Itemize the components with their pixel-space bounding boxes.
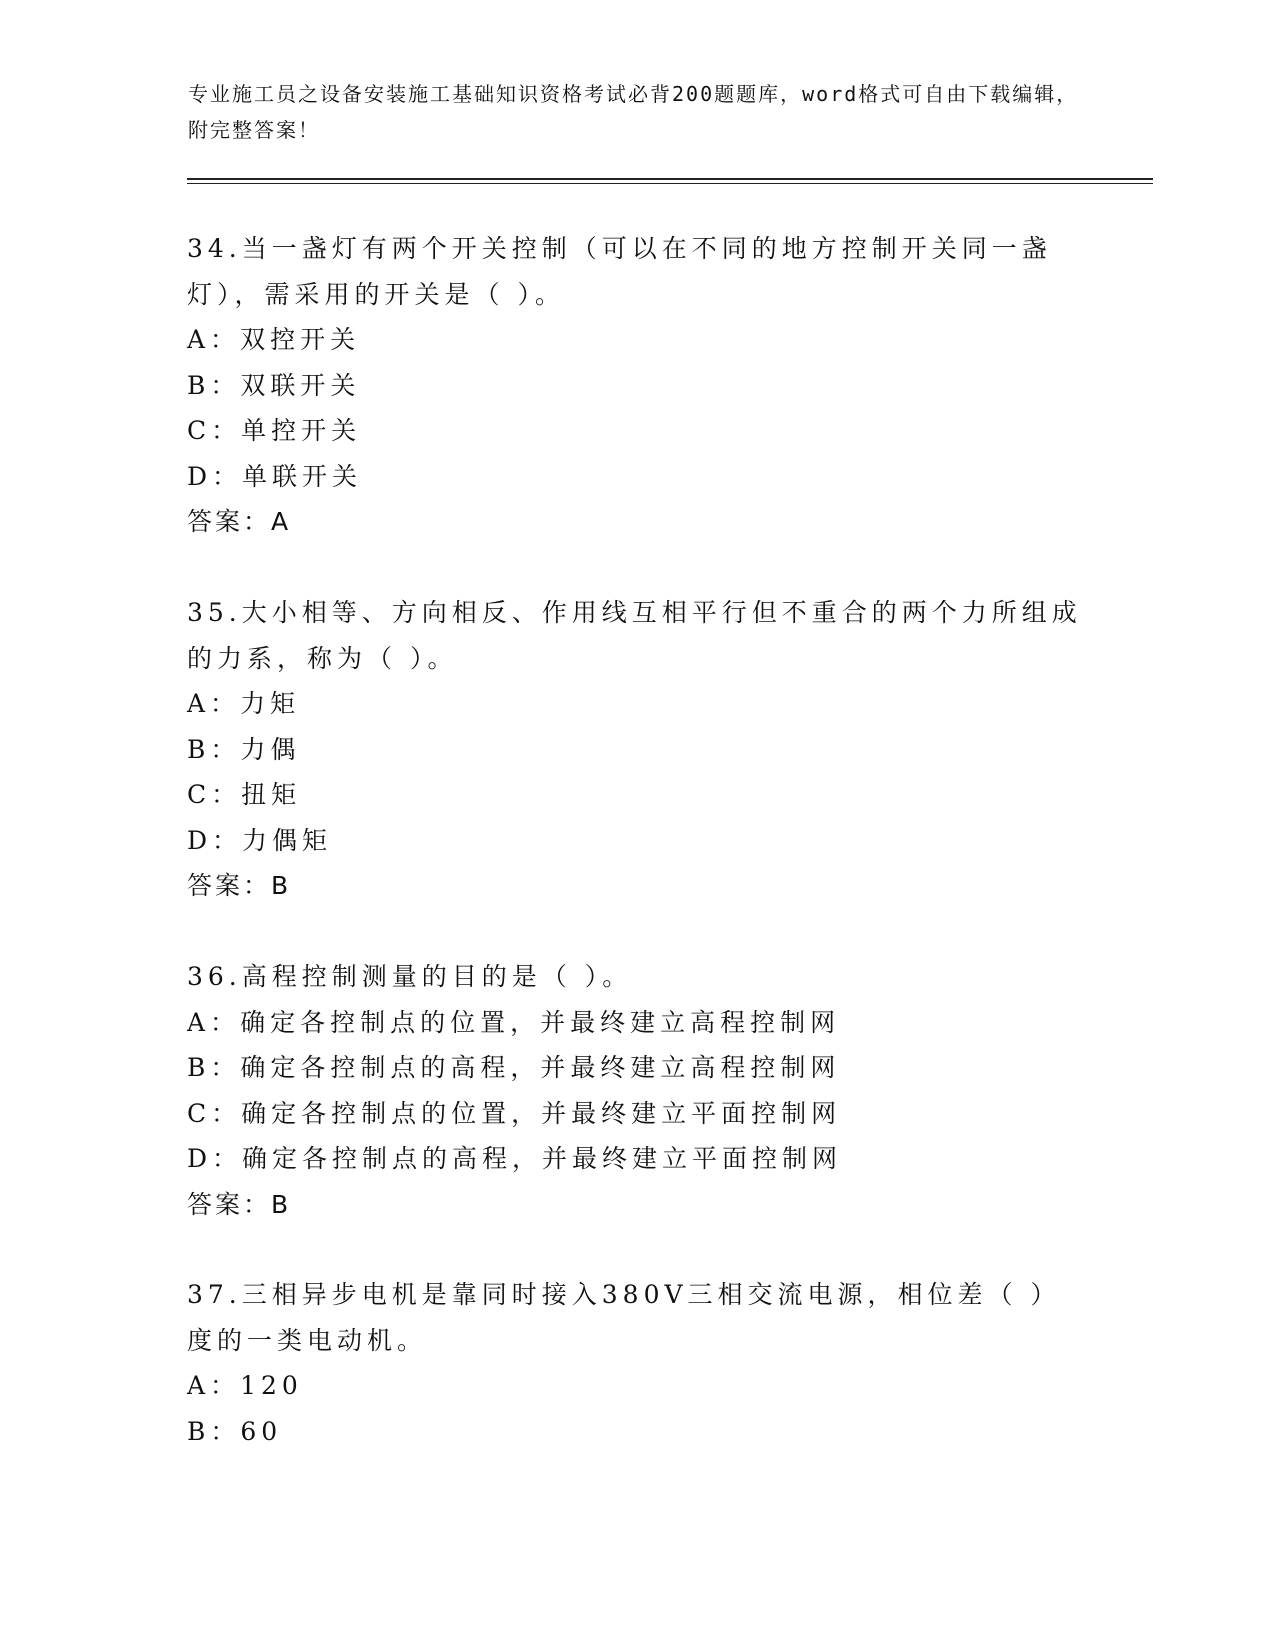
question-stem: 37.三相异步电机是靠同时接入380V三相交流电源，相位差（ ）度的一类电动机。 (187, 1280, 1061, 1355)
option-text: 力偶 (240, 734, 301, 764)
option-text: 力偶矩 (242, 825, 333, 855)
option-d (187, 818, 1087, 864)
option-c (187, 1091, 1087, 1137)
question-stem: 36.高程控制测量的目的是（ ）。 (187, 962, 633, 991)
option-a (187, 1000, 1087, 1046)
option-key: B： (187, 1416, 241, 1446)
option-text: 单控开关 (241, 416, 362, 445)
answer: 答案：B (187, 871, 292, 900)
option-text: 双控开关 (240, 325, 361, 354)
question-36 (187, 954, 1087, 1227)
option-a (187, 681, 1087, 727)
question-stem: 34.当一盏灯有两个开关控制（可以在不同的地方控制开关同一盏灯），需采用的开关是（ ）。 (187, 234, 1052, 309)
option-key: D： (187, 1144, 243, 1173)
option-text: 单联开关 (242, 461, 363, 491)
option-key: B： (187, 734, 241, 764)
option-b (187, 727, 1087, 773)
option-b (187, 363, 1087, 409)
option-key: C： (187, 416, 242, 445)
option-a (187, 317, 1087, 363)
option-d (187, 454, 1087, 500)
option-key: A： (187, 1007, 241, 1037)
option-a (187, 1363, 1087, 1409)
question-35 (187, 590, 1087, 909)
answer: 答案：A (187, 507, 292, 536)
header-note: 专业施工员之设备安装施工基础知识资格考试必背200题题库，word格式可自由下载编辑，附完整答案！ (188, 82, 1079, 142)
header-divider-thin (187, 183, 1153, 184)
option-text: 扭矩 (241, 780, 302, 809)
option-text: 双联开关 (240, 370, 361, 400)
answer: 答案：B (187, 1189, 292, 1219)
option-text: 确定各控制点的位置，并最终建立平面控制网 (241, 1098, 842, 1128)
option-key: B： (187, 1053, 241, 1082)
option-d (187, 1136, 1087, 1182)
question-37 (187, 1272, 1087, 1454)
option-key: A： (187, 1371, 241, 1400)
header-divider (187, 178, 1153, 180)
option-key: B： (187, 370, 241, 400)
option-key: C： (187, 780, 242, 809)
option-key: A： (187, 689, 241, 718)
option-text: 确定各控制点的高程，并最终建立平面控制网 (242, 1144, 843, 1173)
option-key: A： (187, 325, 241, 354)
option-b (187, 1409, 1087, 1455)
question-stem: 35.大小相等、方向相反、作用线互相平行但不重合的两个力所组成的力系，称为（ ）。 (187, 598, 1082, 673)
option-key: D： (187, 825, 243, 855)
option-b (187, 1045, 1087, 1091)
option-text: 120 (240, 1371, 303, 1400)
question-34 (187, 226, 1087, 545)
option-key: C： (187, 1098, 242, 1128)
option-text: 力矩 (240, 689, 301, 718)
option-key: D： (187, 461, 243, 491)
option-c (187, 408, 1087, 454)
option-text: 确定各控制点的位置，并最终建立高程控制网 (240, 1007, 841, 1037)
option-c (187, 772, 1087, 818)
option-text: 60 (240, 1416, 283, 1446)
option-text: 确定各控制点的高程，并最终建立高程控制网 (240, 1053, 841, 1082)
